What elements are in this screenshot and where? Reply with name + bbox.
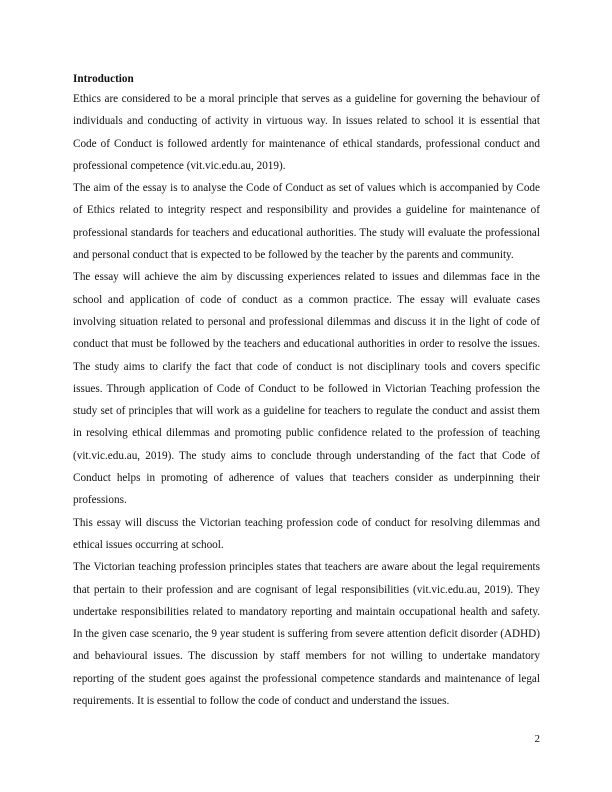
- paragraph-4: This essay will discuss the Victorian teaching profession code of conduct for resolving dilemmas and ethical issues occurring at school.: [73, 516, 540, 551]
- paragraph-2: The aim of the essay is to analyse the Code of Conduct as set of values which is accompanied by Code of Ethics related to integrity respect and responsibility and provides a guideline for maintenance of professional standards for teachers and educational authorities. The study will evaluate the professional and personal conduct that is expected to be followed by the teacher by the parents and community.: [73, 182, 540, 262]
- paragraph-5: The Victorian teaching profession principles states that teachers are aware about the legal requirements that pertain to their profession and are cognisant of legal responsibilities (vit.vic.edu.au, 2019). They undertake responsibilities related to mandatory reporting and maintain occupational health and safety. In the given case scenario, the 9 year student is suffering from severe attention deficit disorder (ADHD) and behavioural issues. The discussion by staff members for not willing to undertake mandatory reporting of the student goes against the professional competence standards and maintenance of legal requirements. It is essential to follow the code of conduct and understand the issues.: [73, 561, 540, 708]
- section-heading: Introduction: [73, 73, 134, 85]
- paragraph-1: Ethics are considered to be a moral principle that serves as a guideline for governing the behaviour of individuals and conducting of activity in virtuous way. In issues related to school it is essential that Code of Conduct is followed ardently for maintenance of ethical standards, professional conduct and professional competence (vit.vic.edu.au, 2019).: [73, 93, 540, 172]
- document-body: [73, 70, 540, 712]
- paragraph-3: The essay will achieve the aim by discussing experiences related to issues and dilemmas face in the school and application of code of conduct as a common practice. The essay will evaluate cases involving situation related to personal and professional dilemmas and discuss it in the light of code of conduct that must be followed by the teachers and educational authorities in order to resolve the issues. The study aims to clarify the fact that code of conduct is not disciplinary tools and covers specific issues. Through application of Code of Conduct to be followed in Victorian Teaching profession the study set of principles that will work as a guideline for teachers to regulate the conduct and assist them in resolving ethical dilemmas and promoting public confidence related to the profession of teaching (vit.vic.edu.au, 2019). The study aims to conclude through understanding of the fact that Code of Conduct helps in promoting of adherence of values that teachers consider as underpinning their professions.: [73, 271, 540, 507]
- page-number: 2: [534, 733, 540, 745]
